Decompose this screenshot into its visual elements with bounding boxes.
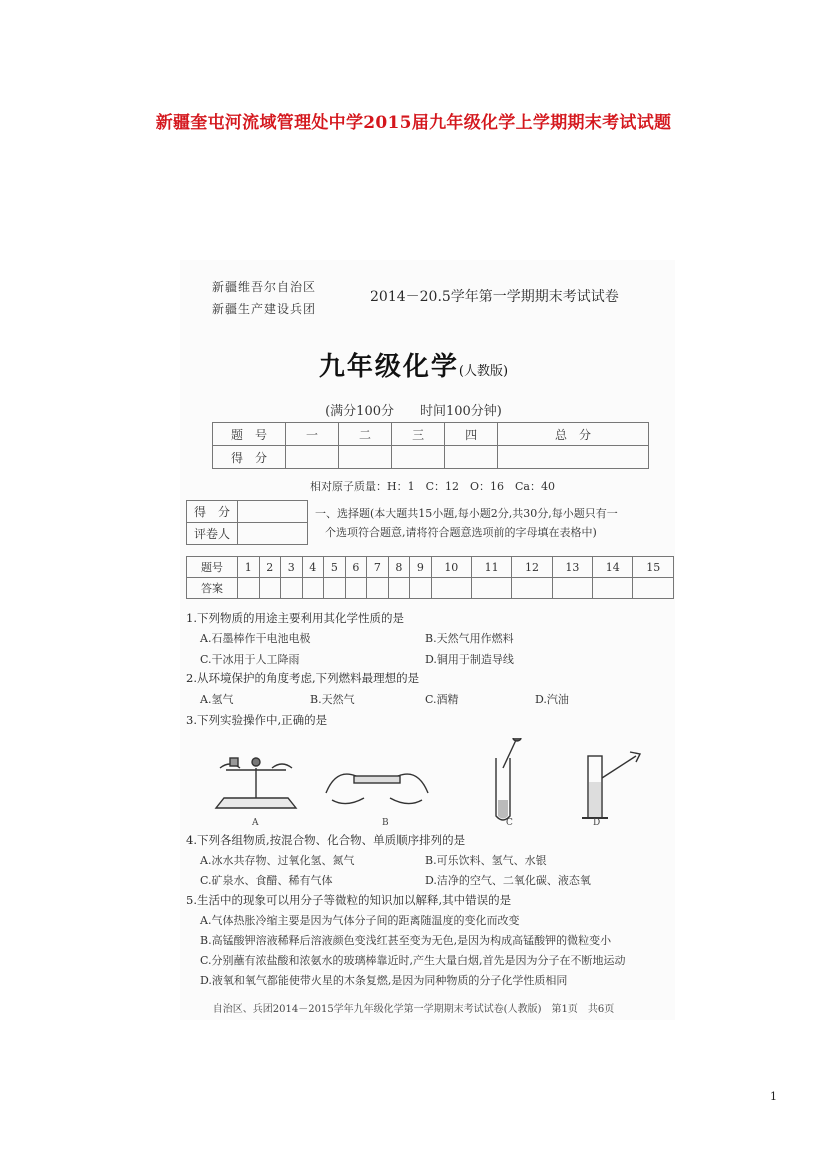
figure-label-b: B — [382, 818, 389, 828]
grader-table — [186, 500, 308, 545]
answer-cell — [367, 578, 389, 599]
answer-cell — [512, 578, 552, 599]
grader-score-label: 得 分 — [187, 501, 238, 523]
question-4-option-c: C.矿泉水、食醋、稀有气体 — [200, 874, 333, 887]
question-4-option-a: A.冰水共存物、过氧化氢、氮气 — [200, 854, 355, 867]
answer-number-cell: 5 — [324, 557, 346, 578]
score-header-cell: 总 分 — [498, 423, 649, 446]
question-5-option-c: C.分别蘸有浓盐酸和浓氨水的玻璃棒靠近时,产生大量白烟,首先是因为分子在不断地运动 — [200, 954, 626, 967]
answer-cell — [259, 578, 281, 599]
answer-number-cell: 14 — [593, 557, 633, 578]
question-2-option-b: B.天然气 — [310, 693, 355, 706]
score-cell — [286, 446, 339, 469]
answer-number-cell: 10 — [431, 557, 471, 578]
lab-apparatus-figure — [196, 738, 656, 828]
answer-number-cell: 3 — [281, 557, 303, 578]
score-header-cell: 二 — [339, 423, 392, 446]
answer-number-cell: 13 — [552, 557, 592, 578]
answer-number-cell: 1 — [238, 557, 260, 578]
org-line-1: 新疆维吾尔自治区 — [212, 280, 317, 294]
score-cell — [392, 446, 445, 469]
answer-number-cell: 15 — [633, 557, 674, 578]
answer-number-cell: 12 — [512, 557, 552, 578]
answer-number-cell: 9 — [410, 557, 432, 578]
org-line-2: 新疆生产建设兵团 — [212, 302, 317, 316]
answer-cell — [302, 578, 324, 599]
answer-cell — [552, 578, 592, 599]
question-3-stem: 3.下列实验操作中,正确的是 — [186, 713, 328, 727]
balance-icon — [216, 758, 296, 808]
score-header-cell: 题 号 — [213, 423, 286, 446]
answer-row-label: 答案 — [187, 578, 238, 599]
subject-title: 九年级化学 — [318, 352, 459, 382]
page-number: 1 — [770, 1090, 777, 1103]
answer-cell — [324, 578, 346, 599]
answer-table — [186, 556, 674, 599]
figure-label-c: C — [506, 818, 513, 828]
subject-edition: (人教版) — [458, 364, 509, 379]
graduated-cylinder-icon — [582, 752, 640, 818]
score-cell — [445, 446, 498, 469]
answer-number-cell: 4 — [302, 557, 324, 578]
question-1-stem: 1.下列物质的用途主要利用其化学性质的是 — [186, 611, 404, 625]
answer-number-cell: 11 — [472, 557, 512, 578]
test-tube-dropper-icon — [496, 738, 521, 820]
answer-number-cell: 7 — [367, 557, 389, 578]
atomic-mass-line: 相对原子质量：H：1 C：12 O：16 Ca：40 — [310, 480, 555, 493]
question-4-stem: 4.下列各组物质,按混合物、化合物、单质顺序排列的是 — [186, 833, 466, 847]
score-cell — [339, 446, 392, 469]
score-table — [212, 422, 649, 469]
answer-header-label: 题号 — [187, 557, 238, 578]
question-1-option-d: D.铜用于制造导线 — [425, 653, 514, 666]
section1-line2: 个选项符合题意,请将符合题意选项前的字母填在表格中) — [325, 526, 597, 539]
answer-cell — [472, 578, 512, 599]
score-header-cell: 一 — [286, 423, 339, 446]
answer-cell — [388, 578, 410, 599]
question-4-option-b: B.可乐饮料、氢气、水银 — [425, 854, 547, 867]
question-4-option-d: D.洁净的空气、二氧化碳、液态氧 — [425, 874, 591, 887]
question-1-option-a: A.石墨棒作干电池电极 — [200, 632, 311, 645]
question-1-option-c: C.干冰用于人工降雨 — [200, 653, 300, 666]
grader-name-label: 评卷人 — [187, 523, 238, 545]
question-5-option-b: B.高锰酸钾溶液稀释后溶液颜色变浅红甚至变为无色,是因为构成高锰酸钾的微粒变小 — [200, 934, 612, 947]
document-title: 新疆奎屯河流域管理处中学2015届九年级化学上学期期末考试试题 — [155, 113, 672, 133]
subject-heading — [0, 346, 827, 383]
answer-cell — [281, 578, 303, 599]
section1-line1: 一、选择题(本大题共15小题,每小题2分,共30分,每小题只有一 — [315, 507, 618, 520]
exam-footer: 自治区、兵团2014－2015学年九年级化学第一学期期末考试试卷(人教版) 第1页 共6页 — [212, 1004, 615, 1015]
score-row-label: 得 分 — [213, 446, 286, 469]
answer-number-cell: 6 — [345, 557, 367, 578]
question-2-option-c: C.酒精 — [425, 693, 459, 706]
grader-name-cell — [238, 523, 308, 545]
answer-number-cell: 2 — [259, 557, 281, 578]
answer-cell — [410, 578, 432, 599]
answer-cell — [238, 578, 260, 599]
score-cell — [498, 446, 649, 469]
question-5-stem: 5.生活中的现象可以用分子等微粒的知识加以解释,其中错误的是 — [186, 893, 512, 907]
exam-info: (满分100分 时间100分钟) — [325, 404, 502, 419]
figure-label-a: A — [252, 818, 259, 828]
answer-number-cell: 8 — [388, 557, 410, 578]
section1-instructions — [315, 504, 675, 542]
answer-cell — [593, 578, 633, 599]
answer-cell — [633, 578, 674, 599]
question-1-option-b: B.天然气用作燃料 — [425, 632, 514, 645]
question-2-stem: 2.从环境保护的角度考虑,下列燃料最理想的是 — [186, 671, 420, 685]
question-2-option-a: A.氢气 — [200, 693, 234, 706]
question-2-option-d: D.汽油 — [535, 693, 569, 706]
answer-cell — [431, 578, 471, 599]
answer-cell — [345, 578, 367, 599]
question-5-option-a: A.气体热胀冷缩主要是因为气体分子间的距离随温度的变化而改变 — [200, 914, 520, 927]
score-header-cell: 三 — [392, 423, 445, 446]
score-header-cell: 四 — [445, 423, 498, 446]
semester-title: 2014－20.5学年第一学期期末考试试卷 — [370, 289, 619, 305]
question-5-option-d: D.液氧和氧气都能使带火星的木条复燃,是因为同种物质的分子化学性质相同 — [200, 974, 568, 987]
hands-tube-icon — [326, 774, 428, 803]
grader-score-cell — [238, 501, 308, 523]
figure-label-d: D — [593, 818, 601, 828]
